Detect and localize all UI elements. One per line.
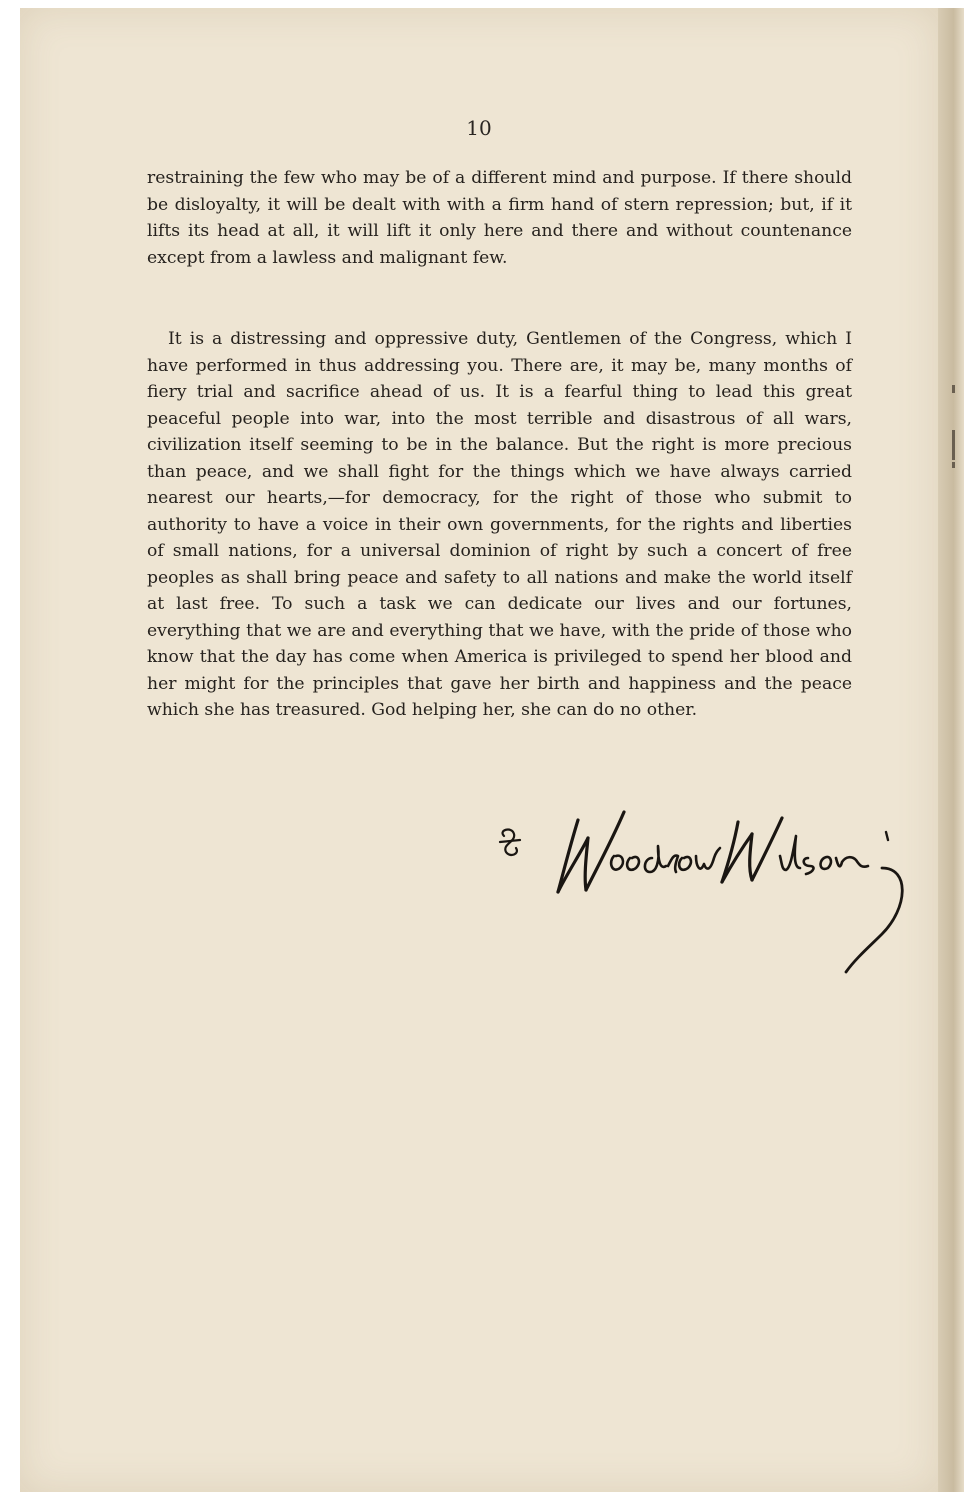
document-page xyxy=(20,8,938,1492)
paragraph-2: It is a distressing and oppressive duty, Gentlemen of the Congress, which I have performed in thus addressing you. There are, it may be, many months of fiery trial and sacrifice ahead of us. It is a fearful thing to lead this great peaceful people into war, into the most terrible and disastrous of all wars, civilization itself seeming to be in the balance. But the right is more precious than peace, and we shall fight for the things which we have always carried nearest our hearts,—for democracy, for the right of those who submit to authority to have a voice in their own governments, for the rights and liberties of small nations, for a universal dominion of right by such a concert of free peoples as shall bring peace and safety to all nations and make the world itself at last free. To such a task we can dedicate our lives and our fortunes, everything that we are and everything that we have, with the pride of those who know that the day has come when America is privileged to spend her blood and her might for the principles that gave her birth and happiness and the peace which she has treasured. God helping her, she can do no other. xyxy=(147,329,852,720)
binding-mark xyxy=(952,462,955,468)
paragraph-1: restraining the few who may be of a different mind and purpose. If there should be disloyalty, it will be dealt with with a firm hand of stern repression; but, if it lifts its head at all, it will lift it only here and there and without countenance except from a lawless and malignant few. xyxy=(147,168,852,268)
binding-mark xyxy=(952,385,955,393)
flourish-mark xyxy=(500,830,520,855)
signature xyxy=(490,796,920,996)
page-number: 10 xyxy=(466,116,492,140)
binding-mark xyxy=(952,430,955,460)
page-edge xyxy=(938,8,964,1492)
